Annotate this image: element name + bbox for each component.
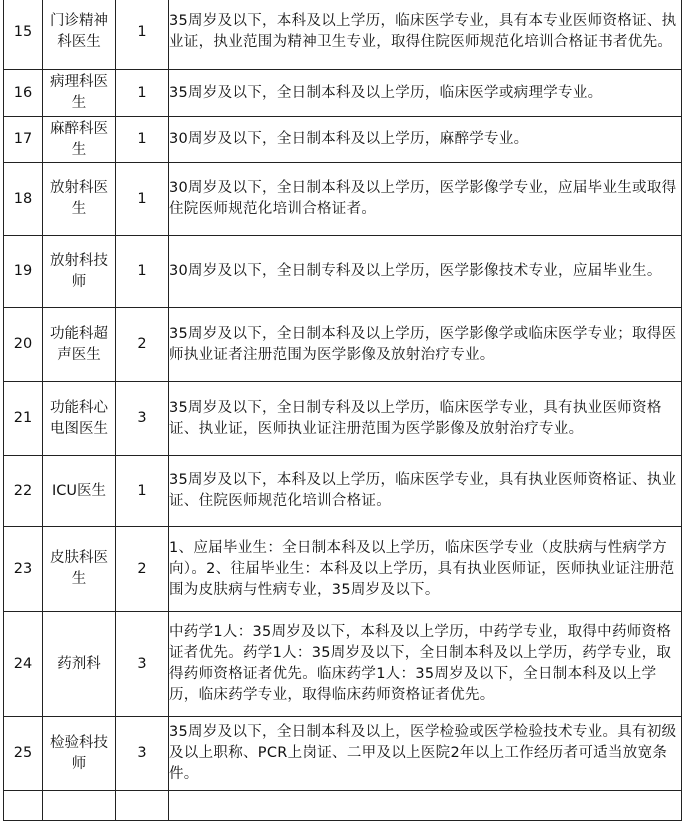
row-number: 17 bbox=[4, 117, 43, 163]
table-row bbox=[4, 456, 682, 527]
requirement-text: 35周岁及以下，全日制本科及以上，医学检验或医学检验技术专业。具有初级及以上职称、PCR上岗证、二甲及以上医院2年以上工作经历者可适当放宽条件。 bbox=[169, 717, 682, 791]
row-number: 25 bbox=[4, 717, 43, 791]
headcount: 2 bbox=[116, 308, 169, 382]
table-row bbox=[4, 612, 682, 717]
position-name: 放射科医生 bbox=[43, 163, 116, 236]
row-number: 24 bbox=[4, 612, 43, 717]
headcount: 1 bbox=[116, 70, 169, 117]
table-row bbox=[4, 163, 682, 236]
requirement-text: 35周岁及以下，本科及以上学历，临床医学专业，具有执业医师资格证、执业证、住院医师规范化培训合格证。 bbox=[169, 456, 682, 527]
requirement-text: 35周岁及以下，全日制本科及以上学历，临床医学或病理学专业。 bbox=[169, 70, 682, 117]
position-name: 药剂科 bbox=[43, 612, 116, 717]
position-name: 功能科心电图医生 bbox=[43, 382, 116, 456]
requirement-text: 30周岁及以下，全日制专科及以上学历，医学影像技术专业，应届毕业生。 bbox=[169, 236, 682, 308]
row-number: 22 bbox=[4, 456, 43, 527]
table-row bbox=[4, 70, 682, 117]
row-number: 20 bbox=[4, 308, 43, 382]
table-row bbox=[4, 717, 682, 791]
requirement-text: 30周岁及以下，全日制本科及以上学历，医学影像学专业，应届毕业生或取得住院医师规范化培训合格证者。 bbox=[169, 163, 682, 236]
row-number: 16 bbox=[4, 70, 43, 117]
requirement-text: 1、应届毕业生：全日制本科及以上学历，临床医学专业（皮肤病与性病学方向）。2、往届毕业生：本科及以上学历，具有执业医师证，医师执业证注册范围为皮肤病与性病专业，35周岁及以下。 bbox=[169, 527, 682, 612]
headcount: 1 bbox=[116, 456, 169, 527]
table-row bbox=[4, 527, 682, 612]
headcount: 1 bbox=[116, 0, 169, 70]
row-number: 23 bbox=[4, 527, 43, 612]
table-row bbox=[4, 236, 682, 308]
requirement-text: 35周岁及以下，本科及以上学历，临床医学专业，具有本专业医师资格证、执业证，执业范围为精神卫生专业，取得住院医师规范化培训合格证书者优先。 bbox=[169, 0, 682, 70]
position-name: 检验科技师 bbox=[43, 717, 116, 791]
headcount: 3 bbox=[116, 612, 169, 717]
position-name: 放射科技师 bbox=[43, 236, 116, 308]
requirement-text: 30周岁及以下，全日制本科及以上学历，麻醉学专业。 bbox=[169, 117, 682, 163]
position-name: 门诊精神科医生 bbox=[43, 0, 116, 70]
requirement-text: 35周岁及以下，全日制本科及以上学历，医学影像学或临床医学专业；取得医师执业证者注册范围为医学影像及放射治疗专业。 bbox=[169, 308, 682, 382]
headcount: 3 bbox=[116, 382, 169, 456]
table-row-cut-off bbox=[4, 791, 682, 821]
position-name: 麻醉科医生 bbox=[43, 117, 116, 163]
row-number: 15 bbox=[4, 0, 43, 70]
requirement-text: 中药学1人：35周岁及以下，本科及以上学历，中药学专业，取得中药师资格证者优先。药学1人：35周岁及以下，全日制本科及以上学历，药学专业，取得药师资格证者优先。临床药学1人：35周岁及以下，全日制本科及以上学历，临床药学专业，取得临床药师资格证者优先。 bbox=[169, 612, 682, 717]
headcount: 1 bbox=[116, 236, 169, 308]
table-row bbox=[4, 117, 682, 163]
headcount: 3 bbox=[116, 717, 169, 791]
headcount: 2 bbox=[116, 527, 169, 612]
table-row bbox=[4, 308, 682, 382]
recruitment-table bbox=[3, 0, 682, 821]
row-number: 19 bbox=[4, 236, 43, 308]
requirement-text: 35周岁及以下，全日制专科及以上学历，临床医学专业，具有执业医师资格证、执业证，医师执业证注册范围为医学影像及放射治疗专业。 bbox=[169, 382, 682, 456]
row-number: 18 bbox=[4, 163, 43, 236]
position-name: ICU医生 bbox=[43, 456, 116, 527]
table-row bbox=[4, 382, 682, 456]
headcount: 1 bbox=[116, 117, 169, 163]
position-name: 病理科医生 bbox=[43, 70, 116, 117]
table-row bbox=[4, 0, 682, 70]
position-name: 皮肤科医生 bbox=[43, 527, 116, 612]
position-name: 功能科超声医生 bbox=[43, 308, 116, 382]
row-number: 21 bbox=[4, 382, 43, 456]
headcount: 1 bbox=[116, 163, 169, 236]
